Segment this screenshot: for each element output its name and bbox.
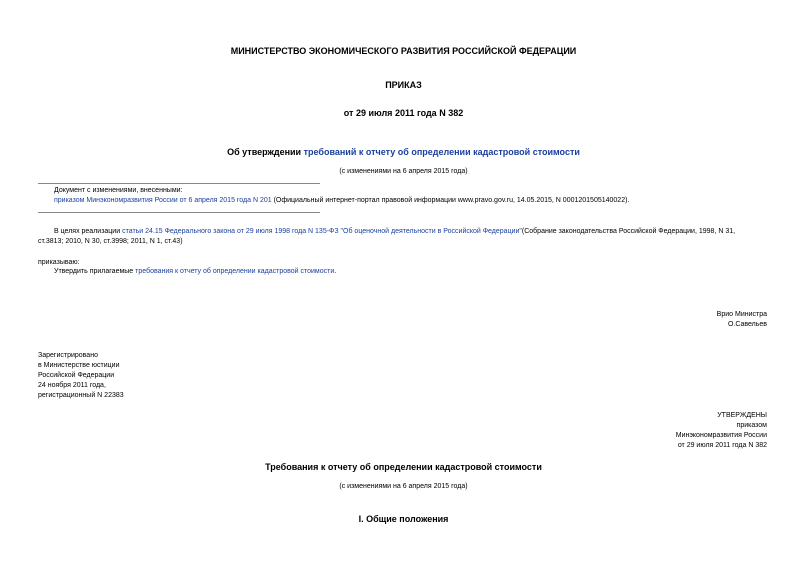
order-text (54, 267, 336, 277)
preamble-line-2: ст.3813; 2010, N 30, ст.3998; 2011, N 1, ст.43) (38, 238, 183, 245)
amendment-order-link[interactable]: приказом Минэкономразвития России от 6 апреля 2015 года N 201 (54, 197, 272, 204)
order-date-number: от 29 июля 2011 года N 382 (343, 108, 464, 118)
registration-line: 24 ноября 2011 года, (38, 382, 106, 389)
amendments-top-rule (38, 183, 320, 184)
doc-type-heading: ПРИКАЗ (385, 80, 422, 90)
registration-line: регистрационный N 22383 (38, 392, 124, 399)
federal-law-link[interactable]: статьи 24.15 Федерального закона от 29 июля 1998 года N 135-ФЗ "Об оценочной деятельности в Российской Федерации" (122, 228, 522, 235)
approval-line: приказом (736, 422, 767, 429)
registration-block (38, 351, 124, 401)
registration-line: Зарегистрировано (38, 352, 98, 359)
requirements-title: Требования к отчету об определении кадастровой стоимости (265, 462, 542, 472)
preamble-prefix: В целях реализации (54, 228, 123, 235)
signature-name: О.Савельев (727, 321, 767, 328)
amendments-bottom-rule (38, 212, 320, 213)
approval-line: от 29 июля 2011 года N 382 (677, 442, 767, 449)
order-text-prefix: Утвердить прилагаемые (54, 268, 136, 275)
registration-line: Российской Федерации (38, 372, 115, 379)
order-text-suffix: . (334, 268, 337, 275)
order-title-link[interactable]: требований к отчету об определении кадастровой стоимости (303, 147, 580, 157)
section-heading: I. Общие положения (358, 514, 449, 524)
registration-line: в Министерстве юстиции (38, 362, 120, 369)
order-revision-note: (с изменениями на 6 апреля 2015 года) (339, 168, 468, 175)
order-title (0, 147, 807, 157)
order-title-prefix: Об утверждении (227, 147, 304, 157)
signature-position: Врио Министра (716, 311, 767, 318)
approval-line: Минэкономразвития России (675, 432, 767, 439)
preamble-line-1 (54, 227, 794, 237)
amendments-line (54, 196, 774, 206)
approval-line: УТВЕРЖДЕНЫ (717, 412, 767, 419)
amendments-intro: Документ с изменениями, внесенными: (54, 187, 183, 194)
amendment-source: (Официальный интернет-портал правовой информации www.pravo.gov.ru, 14.05.2015, N 0001201505140022). (271, 197, 630, 204)
preamble-source: (Собрание законодательства Российской Федерации, 1998, N 31, (521, 228, 736, 235)
signature-block (717, 310, 767, 330)
approval-block (676, 411, 767, 451)
ministry-heading: МИНИСТЕРСТВО ЭКОНОМИЧЕСКОГО РАЗВИТИЯ РОССИЙСКОЙ ФЕДЕРАЦИИ (230, 46, 577, 56)
order-word: приказываю: (38, 259, 80, 266)
requirements-revision-note: (с изменениями на 6 апреля 2015 года) (339, 483, 468, 490)
requirements-link[interactable]: требования к отчету об определении кадастровой стоимости (135, 268, 335, 275)
